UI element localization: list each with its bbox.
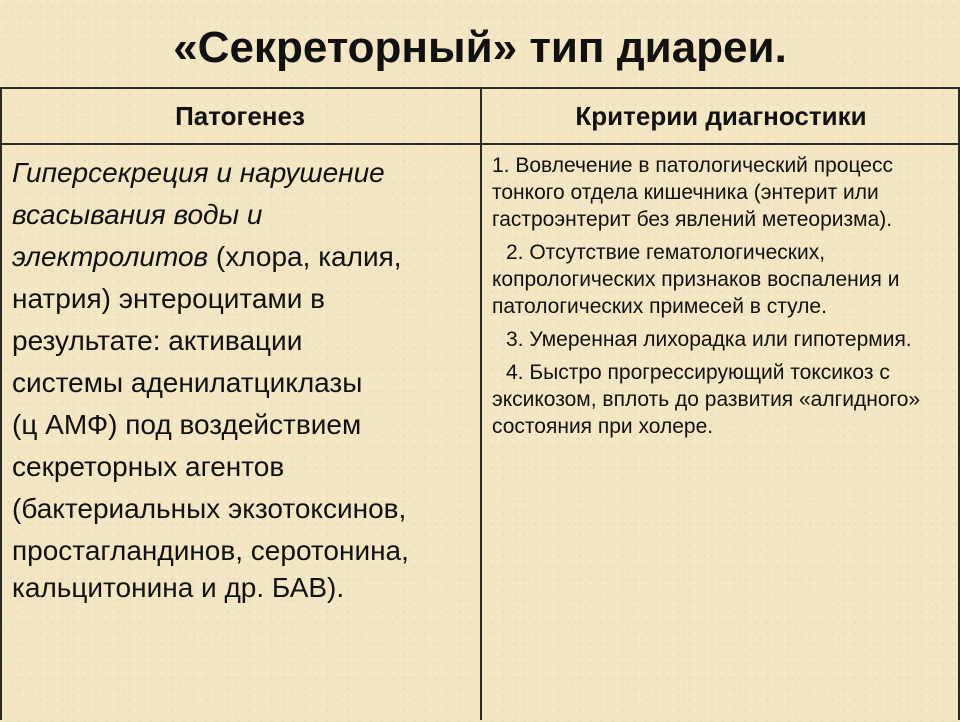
pathogenesis-line: (ц АМФ) под воздействием (12, 409, 362, 440)
criteria-cell (492, 152, 952, 446)
header-criteria: Критерии диагностики (575, 101, 867, 131)
pathogenesis-line: секреторных агентов (12, 451, 285, 482)
table-border-left (0, 87, 2, 720)
pathogenesis-line: натрия) энтероцитами в (12, 283, 326, 314)
pathogenesis-last-line: кальцитонина и др. БАВ). (12, 572, 345, 603)
pathogenesis-line: системы аденилатциклазы (12, 367, 363, 398)
pathogenesis-italic-line-2: всасывания воды и (12, 199, 263, 230)
pathogenesis-line: (бактериальных экзотоксинов, (12, 493, 407, 524)
slide-title: «Секреторный» тип диареи. (173, 23, 787, 72)
header-divider (0, 143, 960, 145)
pathogenesis-line: простагландинов, серотонина, (12, 535, 409, 566)
criteria-item-3: 3. Умеренная лихорадка или гипотермия. (506, 328, 912, 351)
pathogenesis-line-3-rest: (хлора, калия, (208, 241, 402, 272)
criteria-item-4: 4. Быстро прогрессирующий токсикоз с эксикозом, вплоть до развития «алгидного» состояния при холере. (492, 361, 921, 438)
pathogenesis-italic-line-1: Гиперсекреция и нарушение (12, 157, 385, 188)
pathogenesis-line: результате: активации (12, 325, 303, 356)
pathogenesis-cell (12, 152, 474, 604)
criteria-item-1: 1. Вовлечение в патологический процесс тонкого отдела кишечника (энтерит или гастроэнтерит без явлений метеоризма). (492, 154, 893, 231)
header-pathogenesis: Патогенез (175, 101, 305, 131)
pathogenesis-italic-line-3: электролитов (12, 241, 209, 272)
criteria-item-2: 2. Отсутствие гематологических, копрологических признаков воспаления и патологических примесей в стуле. (492, 241, 900, 318)
column-divider (480, 87, 482, 720)
